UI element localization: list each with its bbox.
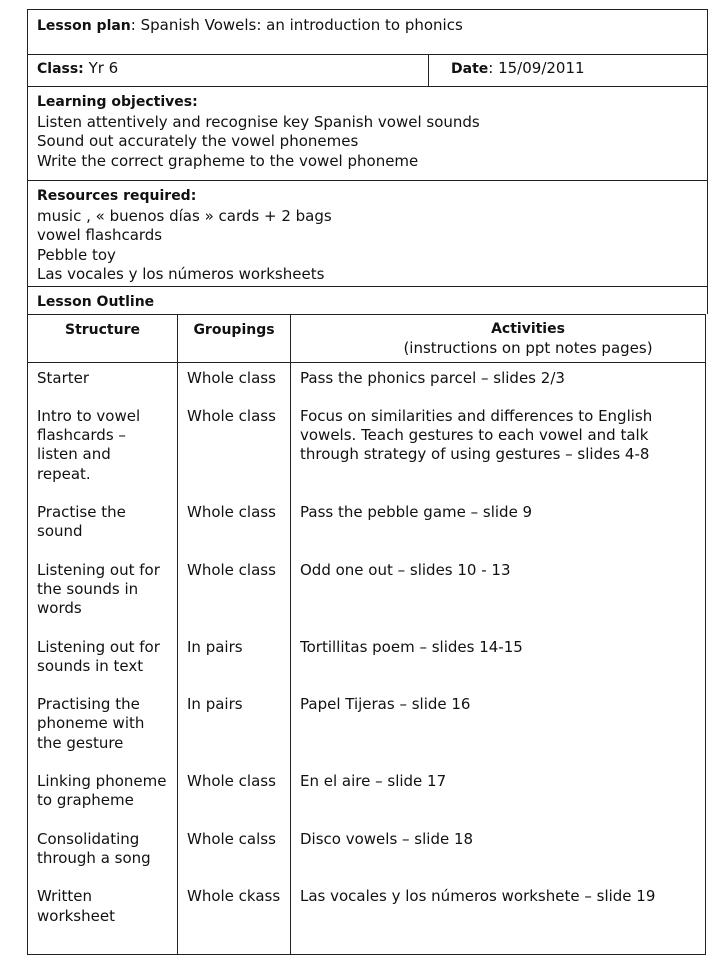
activity-cell: Disco vowels – slide 18	[291, 830, 706, 888]
activity-cell: Pass the pebble game – slide 9	[291, 503, 706, 561]
table-row	[28, 561, 706, 638]
structure-header: Structure	[28, 315, 178, 363]
lesson-plan-label: Lesson plan	[37, 18, 131, 34]
grouping-cell: Whole ckass	[178, 887, 291, 954]
structure-cell: Consolidating through a song	[28, 830, 178, 888]
objective-item: Listen attentively and recognise key Spanish vowel sounds	[37, 112, 480, 131]
table-row	[28, 887, 706, 954]
resource-item: vowel flashcards	[37, 226, 163, 244]
lesson-outline-table	[27, 314, 706, 955]
structure-cell: Listening out for the sounds in words	[28, 561, 178, 638]
structure-cell: Practising the phoneme with the gesture	[28, 695, 178, 772]
objective-item: Write the correct grapheme to the vowel phoneme	[37, 151, 419, 170]
class-cell	[28, 55, 429, 86]
outline-label: Lesson Outline	[37, 294, 155, 310]
grouping-cell: Whole class	[178, 772, 291, 830]
class-date-row	[27, 54, 708, 86]
activities-header-title: Activities	[491, 321, 565, 337]
resource-item: Pebble toy	[37, 245, 116, 264]
table-row	[28, 830, 706, 888]
table-row	[28, 503, 706, 561]
structure-cell: Written worksheet	[28, 887, 178, 954]
grouping-cell: In pairs	[178, 695, 291, 772]
table-row	[28, 772, 706, 830]
table-row	[28, 407, 706, 503]
lesson-plan-title-row	[27, 9, 708, 54]
lesson-plan-title: : Spanish Vowels: an introduction to phonics	[130, 16, 463, 34]
objectives-label: Learning objectives:	[37, 94, 198, 110]
date-value: : 15/09/2011	[488, 59, 585, 77]
class-value: Yr 6	[83, 59, 119, 77]
resources-required	[27, 180, 708, 286]
lesson-plan-document	[27, 9, 708, 955]
activity-cell: Odd one out – slides 10 - 13	[291, 561, 706, 638]
structure-cell: Listening out for sounds in text	[28, 638, 178, 696]
groupings-header: Groupings	[178, 315, 291, 363]
resource-item: music , « buenos días » cards + 2 bags	[37, 206, 332, 225]
date-label: Date	[451, 61, 489, 77]
learning-objectives	[27, 86, 708, 180]
objective-item: Sound out accurately the vowel phonemes	[37, 132, 359, 150]
table-row	[28, 695, 706, 772]
resources-label: Resources required:	[37, 188, 197, 204]
grouping-cell: Whole class	[178, 561, 291, 638]
date-cell	[429, 55, 707, 86]
resource-item: Las vocales y los números worksheets	[37, 265, 325, 283]
activity-cell: Papel Tijeras – slide 16	[291, 695, 706, 772]
grouping-cell: Whole class	[178, 503, 291, 561]
activities-header-subtitle: (instructions on ppt notes pages)	[403, 339, 653, 358]
structure-cell: Practise the sound	[28, 503, 178, 561]
structure-cell: Starter	[28, 362, 178, 407]
table-row	[28, 362, 706, 407]
activity-cell: En el aire – slide 17	[291, 772, 706, 830]
activity-cell: Pass the phonics parcel – slides 2/3	[291, 362, 706, 407]
grouping-cell: In pairs	[178, 638, 291, 696]
grouping-cell: Whole class	[178, 407, 291, 503]
lesson-outline-heading	[27, 286, 708, 314]
class-label: Class:	[37, 61, 84, 77]
activity-cell: Las vocales y los números workshete – slide 19	[291, 887, 706, 954]
activity-cell: Tortillitas poem – slides 14-15	[291, 638, 706, 696]
grouping-cell: Whole class	[178, 362, 291, 407]
grouping-cell: Whole calss	[178, 830, 291, 888]
table-header-row	[28, 315, 706, 363]
activity-cell: Focus on similarities and differences to English vowels. Teach gestures to each vowel and talk through strategy of using gestures – slides 4-8	[291, 407, 706, 503]
structure-cell: Linking phoneme to grapheme	[28, 772, 178, 830]
table-row	[28, 638, 706, 696]
activities-header	[291, 315, 706, 363]
structure-cell: Intro to vowel flashcards – listen and repeat.	[28, 407, 178, 503]
